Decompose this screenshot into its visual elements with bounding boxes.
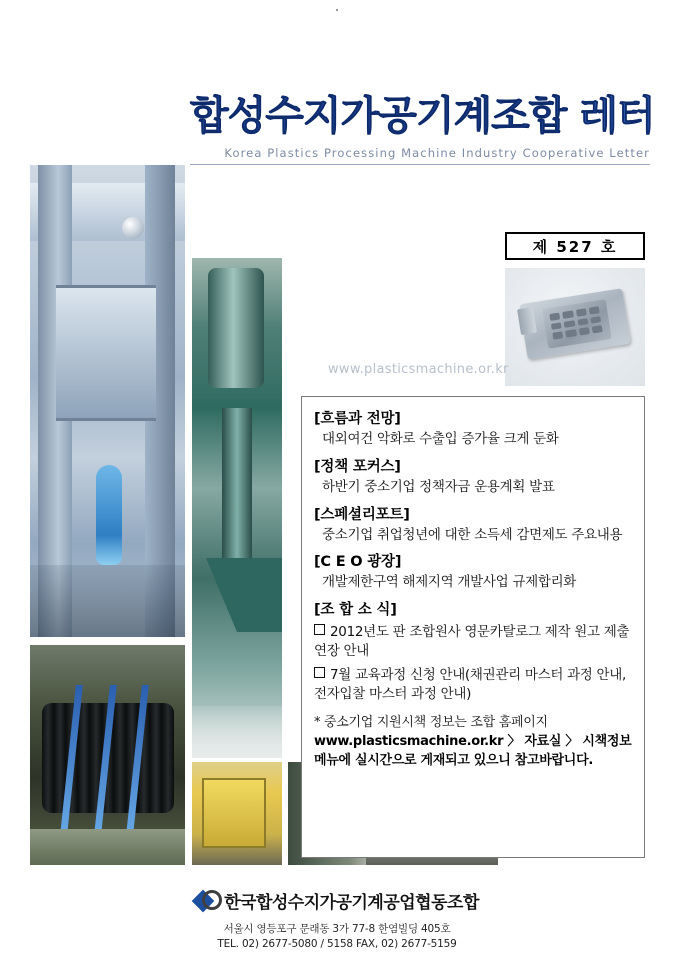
toc-section-line: 하반기 중소기업 정책자금 운용계획 발표 [322,479,632,497]
footer-organization-name: 한국합성수지가공기계공업협동조합 [224,888,479,913]
toc-notice-text: 2012년도 판 조합원사 영문카탈로그 제작 원고 제출 연장 안내 [314,624,629,659]
product-hinge-plate-photo [505,268,645,386]
photo-extruder-column [192,258,282,758]
masthead-divider [190,164,650,165]
issue-number-badge: 제 527 호 [505,232,645,260]
checkbox-icon [314,624,325,635]
table-of-contents [301,396,645,858]
toc-section-line: 중소기업 취업청년에 대한 소득세 감면제도 주요내용 [322,527,632,545]
footer-address-line-1: 서울시 영등포구 문래동 3가 77-8 한염빌딩 405호 [0,922,674,938]
toc-section-heading: [흐름과 전망] [314,407,632,428]
toc-section-heading: [C E O 광장] [314,550,632,571]
toc-notice-item [314,666,632,704]
photo-corrugated-pipe-coil [30,645,185,865]
footer-address [0,922,674,953]
masthead-title [190,95,650,137]
page-top-marker [336,9,338,11]
footer [0,888,674,953]
website-url: www.plasticsmachine.or.kr [328,362,509,377]
toc-section-line: 대외여건 악화로 수출입 증가율 크게 둔화 [322,431,632,449]
footer-address-line-2: TEL. 02) 2677-5080 / 5158 FAX, 02) 2677-5159 [0,937,674,953]
photo-injection-molding-machine [30,165,185,637]
toc-footnote-line-1: * 중소기업 지원시책 정보는 조합 홈페이지 [314,714,632,733]
toc-section-heading: [정책 포커스] [314,455,632,476]
toc-notice-heading: [조 합 소 식] [314,598,632,619]
masthead-subtitle: Korea Plastics Processing Machine Industry Cooperative Letter [190,146,650,160]
masthead [190,95,650,165]
footer-organization [195,888,479,913]
cooperative-logo-icon [195,890,217,912]
toc-notice-item [314,623,632,661]
checkbox-icon [314,667,325,678]
photo-yellow-machine [192,762,282,865]
toc-footnote-line-3: 메뉴에 실시간으로 게재되고 있으니 참고바랍니다. [314,752,632,771]
masthead-title-accent: 레터 [579,93,654,139]
toc-notice-text: 7월 교육과정 신청 안내(채권관리 마스터 과정 안내, 전자입찰 마스터 과정 안내) [314,667,626,702]
toc-footnote-line-2: www.plasticsmachine.or.kr 〉 자료실 〉 시책정보 [314,733,632,752]
toc-section-heading: [스페셜리포트] [314,503,632,524]
toc-section-line: 개발제한구역 해제지역 개발사업 규제합리화 [322,574,632,592]
masthead-title-main: 합성수지가공기계조합 [190,93,566,139]
